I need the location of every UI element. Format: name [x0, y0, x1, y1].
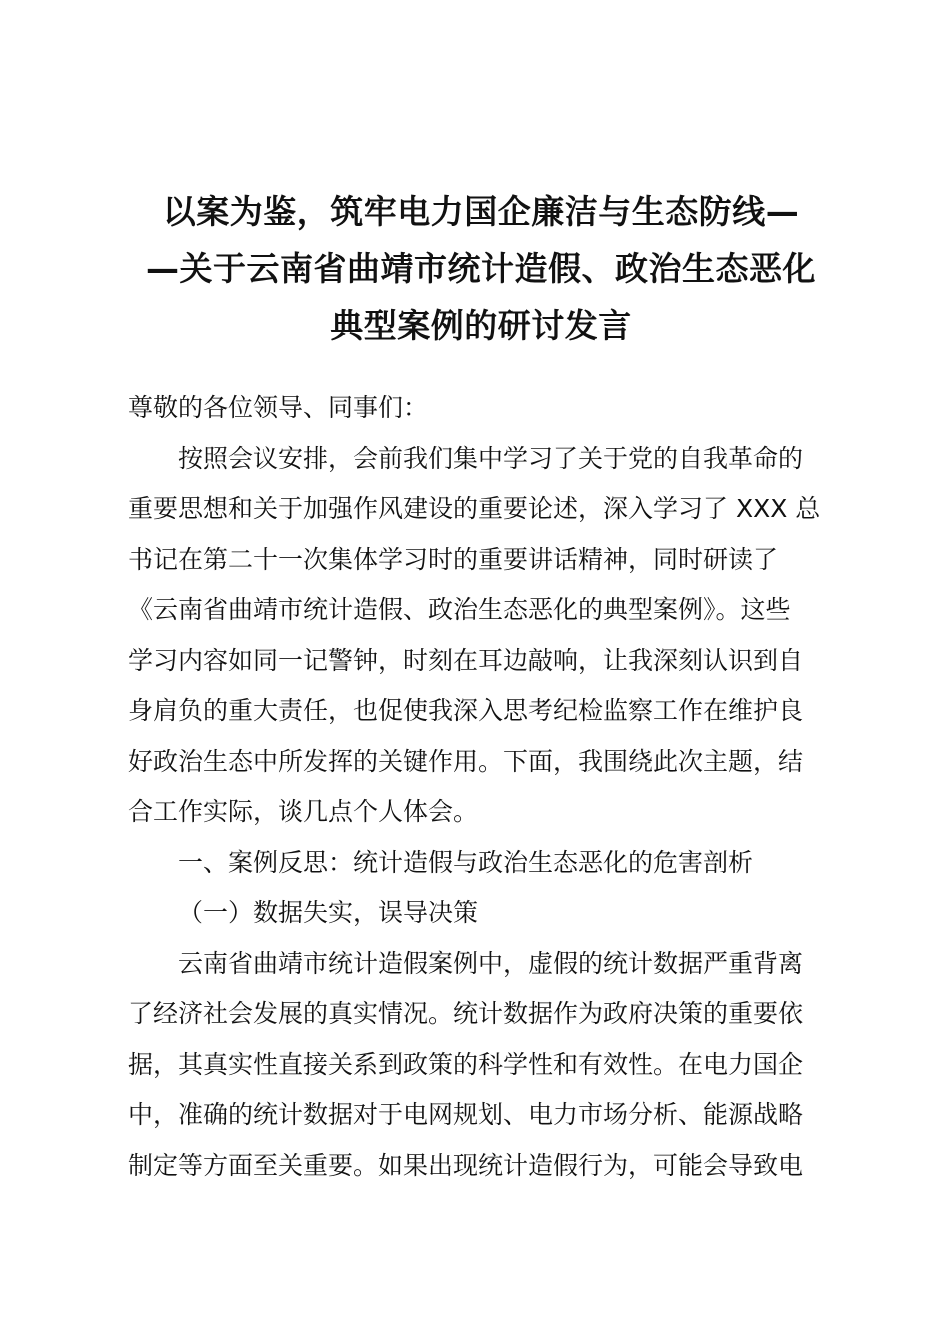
paragraph-1-line: 身肩负的重大责任，也促使我深入思考纪检监察工作在维护良 [128, 696, 804, 725]
salutation: 尊敬的各位领导、同事们： [128, 393, 429, 422]
paragraph-1-line: 合工作实际，谈几点个人体会。 [128, 797, 479, 826]
paragraph-2-line: 中，准确的统计数据对于电网规划、电力市场分析、能源战略 [128, 1100, 804, 1129]
paragraph-2-line: 据，其真实性直接关系到政策的科学性和有效性。在电力国企 [128, 1049, 804, 1079]
paragraph-2-line: 云南省曲靖市统计造假案例中，虚假的统计数据严重背离 [178, 948, 804, 978]
document-body [128, 383, 834, 1191]
paragraph-2-line: 了经济社会发展的真实情况。统计数据作为政府决策的重要依 [128, 999, 804, 1028]
paragraph-1-line: 学习内容如同一记警钟，时刻在耳边敲响，让我深刻认识到自 [128, 645, 804, 675]
paragraph-1-line: 好政治生态中所发挥的关键作用。下面，我围绕此次主题，结 [128, 746, 804, 776]
title-line-2: —关于云南省曲靖市统计造假、政治生态恶化 [146, 249, 816, 288]
title-line-1: 以案为鉴，筑牢电力国企廉洁与生态防线— [162, 192, 800, 231]
title-line-3: 典型案例的研讨发言 [330, 306, 632, 345]
paragraph-1-line: 书记在第二十一次集体学习时的重要讲话精神，同时研读了 [128, 544, 779, 574]
document-title [128, 183, 834, 354]
section-heading-1: 一、案例反思：统计造假与政治生态恶化的危害剖析 [178, 847, 754, 877]
paragraph-1-line: 《云南省曲靖市统计造假、政治生态恶化的典型案例》。这些 [128, 595, 791, 624]
paragraph-1-line: 重要思想和关于加强作风建设的重要论述，深入学习了 XXX 总 [128, 494, 821, 523]
subsection-heading-1: （一）数据失实，误导决策 [178, 898, 479, 927]
paragraph-1-line: 按照会议安排，会前我们集中学习了关于党的自我革命的 [178, 443, 804, 473]
paragraph-2-line: 制定等方面至关重要。如果出现统计造假行为，可能会导致电 [128, 1150, 804, 1180]
